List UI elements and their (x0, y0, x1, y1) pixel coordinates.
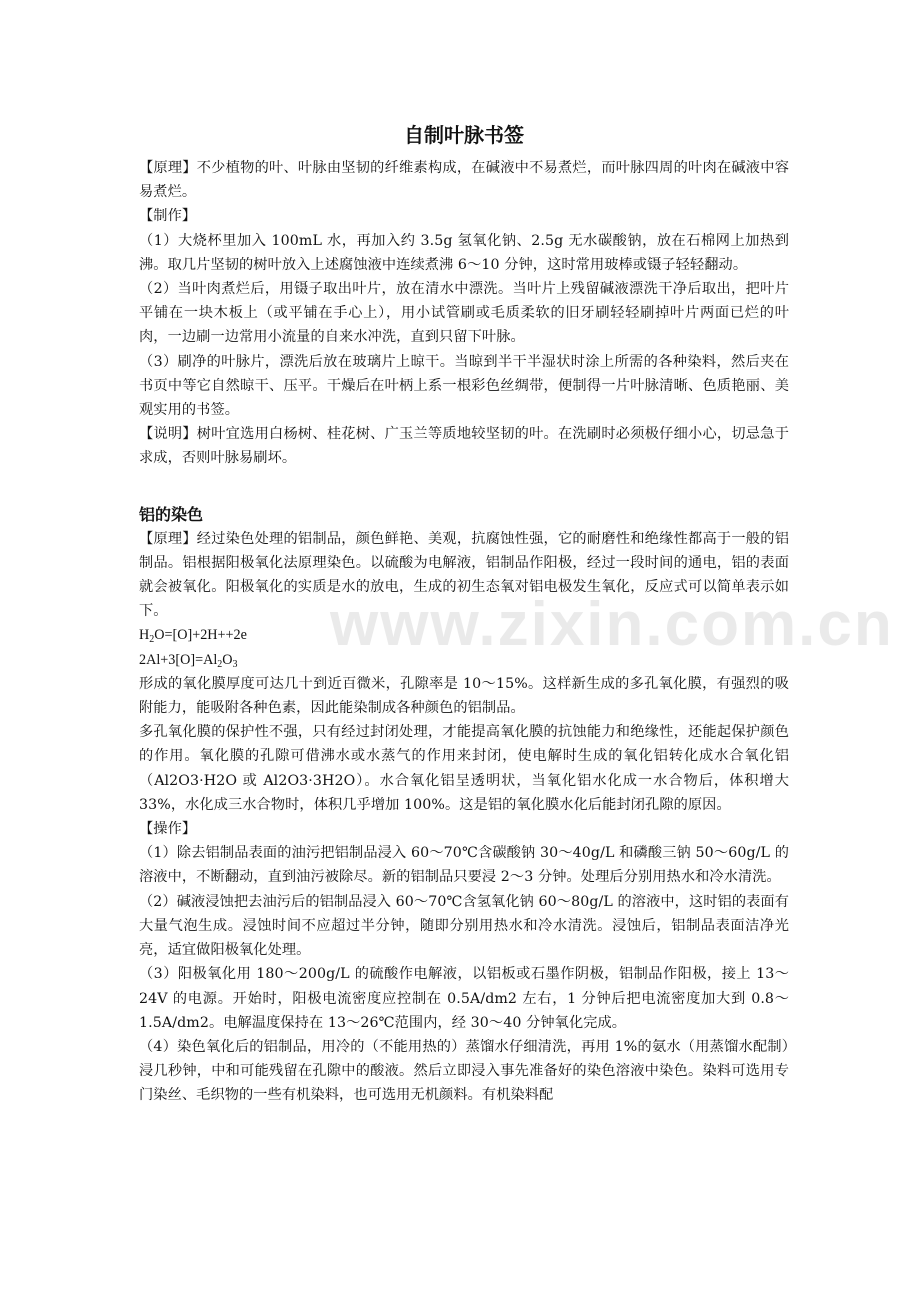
al-principle-paragraph: 【原理】经过染色处理的铝制品，颜色鲜艳、美观，抗腐蚀性强，它的耐磨性和绝缘性都高于一般的铝制品。铝根据阳极氧化法原理染色。以硫酸为电解液，铝制品作阳极，经过一段时间的通电，铝的表面就会被氧化。阳极氧化的实质是水的放电，生成的初生态氧对铝电极发生氧化，反应式可以简单表示如下。 (139, 530, 789, 620)
formula-2-part-b: O (222, 651, 233, 668)
formula-2-part-a: 2Al+3[O]=Al (139, 651, 218, 668)
op-step-4-paragraph: （4）染色氧化后的铝制品，用冷的（不能用热的）蒸馏水仔细清洗，再用 1%的氨水（用蒸馏水配制）浸几秒钟，中和可能残留在孔隙中的酸液。然后立即浸入事先准备好的染色溶液中染色。染料可选用专门染丝、毛织物的一些有机染料，也可选用无机颜料。有机染料配 (139, 1038, 789, 1104)
op-step-3-paragraph: （3）阳极氧化用 180～200g/L 的硫酸作电解液，以铝板或石墨作阴极，铝制品作阳极，接上 13～24V 的电源。开始时，阳极电流密度应控制在 0.5A/dm2 左右，1 分钟后把电流密度加大到 0.8～1.5A/dm2。电解温度保持在 13～26℃范围内，经 30～40 分钟氧化完成。 (139, 966, 789, 1031)
formula-2-sub-2: 3 (232, 658, 238, 670)
section-title: 铝的染色 (139, 504, 204, 524)
sealing-paragraph: 多孔氧化膜的保护性不强，只有经过封闭处理，才能提高氧化膜的抗蚀能力和绝缘性，还能起保护颜色的作用。氧化膜的孔隙可借沸水或水蒸气的作用来封闭，使电解时生成的氧化铝转化成水合氧化铝（Al2O3·H2O 或 Al2O3·3H2O）。水合氧化铝呈透明状，当氧化铝水化成一水合物后，体积增大 33%，水化成三水合物时，体积几乎增加 100%。这是铝的氧化膜水化后能封闭孔隙的原因。 (139, 724, 789, 813)
formula-1-part-a: H (139, 627, 150, 644)
step-1-paragraph: （1）大烧杯里加入 100mL 水，再加入约 3.5g 氢氧化钠、2.5g 无水碳酸钠，放在石棉网上加热到沸。取几片坚韧的树叶放入上述腐蚀液中连续煮沸 6～10 分钟，这时常用玻棒或镊子轻轻翻动。 (139, 232, 789, 273)
formula-1 (139, 623, 789, 647)
section-gap (139, 471, 789, 503)
step-2-paragraph: （2）当叶肉煮烂后，用镊子取出叶片，放在清水中漂洗。当叶片上残留碱液漂洗干净后取出，把叶片平铺在一块木板上（或平铺在手心上），用小试管刷或毛质柔软的旧牙刷轻轻刷掉叶片两面已烂的叶肉，一边刷一边常用小流量的自来水冲洗，直到只留下叶脉。 (139, 281, 789, 346)
formula-1-sub: 2 (149, 634, 155, 646)
page-title: 自制叶脉书签 (404, 123, 524, 147)
formula-1-part-b: O=[O]+2H++2e (154, 627, 247, 644)
operation-heading: 【操作】 (139, 821, 197, 838)
op-step-2-paragraph: （2）碱液浸蚀把去油污后的铝制品浸入 60～70℃含氢氧化钠 60～80g/L 的溶液中，这时铝的表面有大量气泡生成。浸蚀时间不应超过半分钟，随即分别用热水和冷水清洗。浸蚀后，铝制品表面洁净光亮，适宜做阳极氧化处理。 (139, 893, 789, 959)
oxide-film-paragraph: 形成的氧化膜厚度可达几十到近百微米，孔隙率是 10～15%。这样新生成的多孔氧化膜，有强烈的吸附能力，能吸附各种色素，因此能染制成各种颜色的铝制品。 (139, 675, 789, 717)
formula-2-sub-1: 2 (217, 658, 223, 670)
watermark: www.zixin.com.cn (330, 590, 894, 659)
document-body (139, 118, 894, 1108)
formula-2 (139, 648, 789, 672)
step-3-paragraph: （3）刷净的叶脉片，漂洗后放在玻璃片上晾干。当晾到半干半湿状时涂上所需的各种染料，然后夹在书页中等它自然晾干、压平。干燥后在叶柄上系一根彩色丝绸带，便制得一片叶脉清晰、色质艳丽、美观实用的书签。 (139, 353, 789, 419)
op-step-1-paragraph: （1）除去铝制品表面的油污把铝制品浸入 60～70℃含碳酸钠 30～40g/L 和磷酸三钠 50～60g/L 的溶液中，不断翻动，直到油污被除尽。新的铝制品只要浸 2～3 分钟。处理后分别用热水和冷水清洗。 (139, 845, 789, 886)
principle-paragraph: 【原理】不少植物的叶、叶脉由坚韧的纤维素构成，在碱液中不易煮烂，而叶脉四周的叶肉在碱液中容易煮烂。 (139, 160, 789, 201)
make-heading: 【制作】 (139, 208, 197, 225)
note-paragraph: 【说明】树叶宜选用白杨树、桂花树、广玉兰等质地较坚韧的叶。在洗刷时必须极仔细小心，切忌急于求成，否则叶脉易刷坏。 (139, 426, 789, 467)
